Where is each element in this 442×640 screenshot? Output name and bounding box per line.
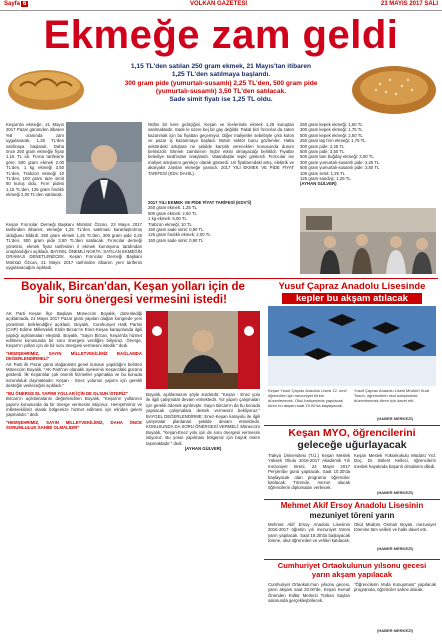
- sub-headline: [88, 63, 354, 104]
- article1-col-left: Keşan'da ekmeğe, 21 Mayıs 2017 Pazar gününden itibaren %8 oranında zam uygulanarak, 1,25 TL'den satılmaya başlandı. Daha önce 250 gram ekmeğin fiyatı 1,15 TL idi. Fırına tarifesine göre; 500 gram ekmek 2,00 TL'den, 1 kg ekmeği 3,50 TL'den, Trabzon ekmeği 10 TL'den, 100 gram taze simit 50 kuruş oldu. Fırın pidesi 1,15 TL'den, 125 gram fındıklı ekmeği 2,00 TL'den satılacak.: [6, 122, 64, 198]
- price-item: 300 gram pide: 2,25 TL: [300, 143, 345, 149]
- price-item: 500 gram yumurtalı-susamlı pide: 3,50 TL: [300, 165, 380, 171]
- price-item: 500 gram pide: 3,50 TL: [300, 149, 345, 155]
- section-divider: [264, 499, 440, 500]
- article6-col-right: "Öğrencilerin Veda Konuşması" yapılacak programda, öğrenciler sahne alacak.: [354, 582, 436, 593]
- price-item: 150 gram sade simit: 0,90 TL: [148, 227, 204, 233]
- article2-mid-body: Boyalık, açıklamasını şöyle sürdürdü: "Keşan - Enez yolu ile ilgili çalışmalar devam etmektedir. Yol yapım çalışmaları için gerekli ödenek ayrılmıştır. Sayın Bircan'ın da bu konuda yapılacak çalışmalara destek vermesini bekliyoruz." BAYGEL DEĞERLENDİRME: Enez-Keşan karayolu ile ilgili çalışmalar planlanan şekilde devam etmektedir. KONUSUNDA DA SORU ÖNERGESİ VERMELİ: Müneccim Boyalık, "Keşan-Enez yolu için de soru önergesi vermesini istiyoruz. Bu yolun yapılması bölgemiz için büyük önem taşımaktadır." dedi.: [146, 392, 260, 446]
- graduation-caps-image: [268, 306, 436, 386]
- article2-byline: (AYHAN GÜLVER): [184, 446, 222, 452]
- article4-headline-2: geleceğe uğurlayacak: [297, 439, 407, 451]
- mayor-photo: [66, 122, 142, 214]
- article1-col-mid: Nüfüs bir kere gelirçiğini. Keşan ve ilcelerinde ekmek 1,25 kuruştan satılmaktadır. Sade le üzere bej bir gay değildir. Fakat bizi fırıncılar da zaten kazanmak için bu fiyattan geçemiyor. Diğer maliyetler sebebiyle çıktı kolon ve pazar iş kazanmaya başladı. Bütün sektör bunu gözlemler. Hatta sektördeki artışlara ne şekilde karşılık verecekleri konusunda durum belirsizdir. Ekmek zamlarının hiçbir etkisi olmayacağı belirtildi. Fiyatlar belediye tarafından onaylandı. Vatandaşlar tepki gösterdi. Fırıncılar ise maliyet artışlarını gerekçe olarak gösterdi. Un fiyatlarındaki artış, elektrik ve akaryakıt zamları ekmeğe yansıdı. 2017 YILI EKMEK VE PİDE FİYAT TARİFESİ (KDV DAHİL).: [148, 122, 294, 176]
- article3-caption-left: Keşan Yusuf Çapraz Anadolu Lisesi 12. sınıf öğrencileri için mezuniyet töreni düzenlenecek. Okul bahçesinde yapılacak tören bu akşam saat 19.00'da başlayacak.: [268, 388, 347, 408]
- sub-line-2: 1,25 TL'den satılmaya başlandı.: [171, 71, 271, 79]
- article6-headline-1: Cumhuriyet Ortaokulunun yılsonu gecesi: [277, 561, 427, 570]
- article4-headline-1: Keşan MYO, öğrencilerini: [288, 427, 416, 439]
- paper-name: VOLKAN GAZETESİ: [190, 1, 248, 7]
- article2-col-left: [6, 311, 142, 637]
- article2-headline: [4, 281, 262, 307]
- article2-subhead3: "HEMŞEHRİMİZ, SAYIN MİLLETVEKİLİMİZ, DAHA ÖNCE SORUMLULUK SAHİBİ OLMALIDIR": [6, 419, 142, 431]
- price-item: 300 gram yumurtalı-susamlı pide: 2,25 TL: [300, 159, 380, 165]
- article1-byline: (AYHAN GÜLVER): [300, 181, 337, 187]
- article4-byline: (HABER MERKEZİ): [377, 490, 413, 495]
- article3-byline: (HABER MERKEZİ): [377, 416, 413, 421]
- price-list-title: 2017 YILI EKMEK VE PİDE FİYAT TARİFESİ (KDV'li): [148, 200, 252, 205]
- pide-image: [350, 58, 438, 118]
- article2-body2: AK Parti ilk Pazar günü olağanüstü genel kurulun yapıldığını belirten Müneccim Boyalık, "AK Parti'nin olanaklı üyelerinin Keşan'daki gücünü gösterdi. İlk Keşanlılar çok önemli hizmetler yapmakta ve bu konuda sorumluluk duymaktadır. Keşan - Enez yolunun yapımı için gerekli desteğin verileceğini açıkladı.": [6, 361, 142, 389]
- price-list-right-items: [300, 122, 436, 181]
- section-divider: [264, 559, 440, 560]
- article6-headline: [264, 561, 440, 579]
- boyalik-photo: [146, 311, 260, 389]
- bakery-group-photo: [300, 208, 436, 274]
- price-item: 500 gram tam buğday ekmeği: 3,00 TL: [300, 154, 374, 160]
- price-list-right: [300, 122, 436, 206]
- article2-headline-2: bir soru önergesi vermesini istedi!: [39, 294, 227, 306]
- price-list-mid: [148, 200, 294, 274]
- article2-col-mid: [146, 392, 260, 636]
- article2-headline-1: Boyalık, Bircan'dan, Keşan yolları için de: [21, 281, 245, 293]
- price-item: 150 gram sade simit: 0,90 TL: [148, 237, 204, 243]
- page-label: Sayfa 6: [4, 1, 27, 7]
- bread-loaf-image: [6, 60, 86, 116]
- article5-byline: (HABER MERKEZİ): [377, 546, 413, 551]
- price-item: 500 gram ekmek: 2,50 TL: [148, 210, 197, 216]
- price-list-mid-items: [148, 205, 294, 243]
- article2-body: AK Parti Keşan İlçe Başkanı Müneccim Boyalık, düzenlediği açıklamada, 21 Mayıs 2017 Pazar günü yapılan olağan kongrede yeni yönetimin belirlendiğini açıkladı. Boyalık, Cumhuriyet Halk Partisi (CHP) Edirne Milletvekili Erdin Bircan'ın Enez-Keşan karayolunda ilgili yaptığı açıklamaları eleştirdi. Boyalık, "Sayın Bircan, Keşan'da hizmet edilmesi konusunda bir soru önergesi verdiğini biliyoruz. Önerge, Keşan'ın yolları için de bir soru önergesi vermesini istedik." dedi.: [6, 311, 142, 349]
- article4-col-left: Trakya Üniversitesi (T.Ü.) Keşan Meslek Yüksek Okulu 2016-2017 Akademik Yılı mezuniyet töreni, 24 Mayıs 2017 Perşembe günü yapılacak. Saat 10.30'da başlayacak olan programa öğrenciler katılacak. Törende, mezun olacak öğrencilerin diplomaları verilecek.: [268, 453, 350, 491]
- article6-col-left: Cumhuriyet Ortaokulu'nun yılsonu gecesi, yarın akşam saat 20.00'de, Keşan Kemal Önenden Kültür Merkezi Türkan Saylan salonunda gerçekleştirilecek.: [268, 582, 350, 604]
- section-divider: [264, 425, 440, 426]
- section-divider: [4, 278, 438, 279]
- price-item: 500 gram kepek ekmeği: 2,50 TL: [300, 132, 363, 138]
- sub-line-1: 1,15 TL'den satılan 250 gram ekmek, 21 Mayıs'tan itibaren: [130, 63, 312, 70]
- article4-col-right: Keşan Meslek Yüksekokulu Müdürü Yrd. Doç. Dr. Bülent Kelleci, öğrencilerin meslek hayatında başarılı olmalarını diledi.: [354, 453, 436, 469]
- sub-line-5: Sade simit fiyatı ise 1,25 TL oldu.: [169, 96, 273, 104]
- article2-body3: Bircan'ın açıklamalarını değerlendiren Boyalık, "Keşan'ın yollarının yapımı konusunda da bir önerge vermesini istiyoruz. Hemşehrimiz ve milletvekilimiz olarak bölgemize hizmet edilmesi için elinden geleni yapmalıdır." dedi.: [6, 396, 142, 418]
- article6-headline-2: yarın akşam yapılacak: [311, 570, 393, 579]
- article1-col-wide: Keşan Fırıncılar Derneği Başkanı Mümtaz Özcan, 23 Mayıs 2017 tarihinden itibaren; ekmeğe 1,25 TL'den satılması kararlaştırılmış olduğunu bildirdi. 250 gram ekmek 1,25 TL'den, 300 gram pide 2,25 TL'den, 500 gram pide 3,50 TL'den satılacak. Fırıncılar derneği yönetimi, ekmek fiyatı tarifesinin il ekmek komisyonu tarafından onaylandığını açıkladı. BAYGEL ÖNEMLİ NOKTA: SATILAN EKMEĞİN GRAMAJI DENETLENECEK. Keşan Fırıncılar Derneği Başkanı Mümtaz Özcan, 21 Mayıs 2017 tarihinden itibaren yeni tarifenin uygulanacağını açıkladı.: [6, 222, 142, 271]
- page-header: [0, 0, 442, 11]
- article3-headline: [264, 281, 440, 304]
- price-item: 100 gram simit: 1,25 TL: [300, 170, 346, 176]
- article5-col-right: Okul Müdürü Osman Boyalı, mezuniyet törenine tüm velileri ve halkı davet etti.: [354, 522, 436, 533]
- sub-line-3: 300 gram pide (yumurtalı-susamlı) 2,25 TL'den, 500 gram pide: [124, 79, 318, 87]
- article3-headline-1: Yusuf Çapraz Anadolu Lisesinde: [278, 281, 426, 292]
- price-item: 125 gram sandviç: 1,25 TL: [300, 176, 351, 182]
- article5-headline: [264, 501, 440, 520]
- article5-col-left: Mehmet Akif Ersoy Anadolu Lisesinin 2016-2017 öğretim yılı mezuniyet töreni yarın yapılacak. Saat 19.30'da başlayacak törene, okul öğrencileri ve velileri katılacak.: [268, 522, 350, 544]
- article4-headline: [264, 427, 440, 451]
- price-item: 250 gram ekmek: 1,25 TL: [148, 205, 197, 211]
- article6-byline: (HABER MERKEZİ): [377, 628, 413, 633]
- article2-subhead: "HEMŞEHRİMİZ, SAYIN MİLLETVEKİLİMİZ BAĞLAMDA DEĞERLENDİRMELİ": [6, 350, 142, 362]
- article3-caption-right: Yusuf Çapraz Anadolu Lisesi Müdürü Suat Tosun, öğrencilerin okul bahçesinde düzenlenecek tören için davet etti.: [354, 388, 429, 403]
- price-item: 250 gram taş fırın ekmeği: 1,75 TL: [300, 138, 366, 144]
- page-number: 6: [23, 1, 27, 7]
- article5-headline-1: Mehmet Akif Ersoy Anadolu Lisesinin: [280, 501, 424, 510]
- article5-headline-2: mezuniyet töreni yarın: [309, 510, 395, 520]
- price-item: 1 kg ekmek: 5,00 TL: [148, 216, 187, 222]
- sub-line-4: (yumurtalı-susamlı) 3,50 TL'den satılacak.: [155, 87, 287, 95]
- price-item: 125 gram fındıklı ekmek: 2,00 TL: [148, 232, 211, 238]
- issue-date: 23 MAYIS 2017 SALI: [380, 1, 438, 7]
- price-item: 250 gram kepek ekmeği: 1,50 TL: [300, 122, 363, 127]
- price-item: Trabzon ekmeği: 10 TL: [148, 221, 192, 227]
- main-headline: Ekmeğe zam geldi: [43, 13, 399, 57]
- article2-subhead2: "BU ÖNERGE EL YAPIMI YOLLAR İÇİN DE OLSUN İSTERİZ": [6, 390, 128, 396]
- article3-headline-2: kepler bu akşam atılacak: [282, 293, 422, 304]
- price-item: 300 gram kepek ekmeği: 1,75 TL: [300, 127, 363, 133]
